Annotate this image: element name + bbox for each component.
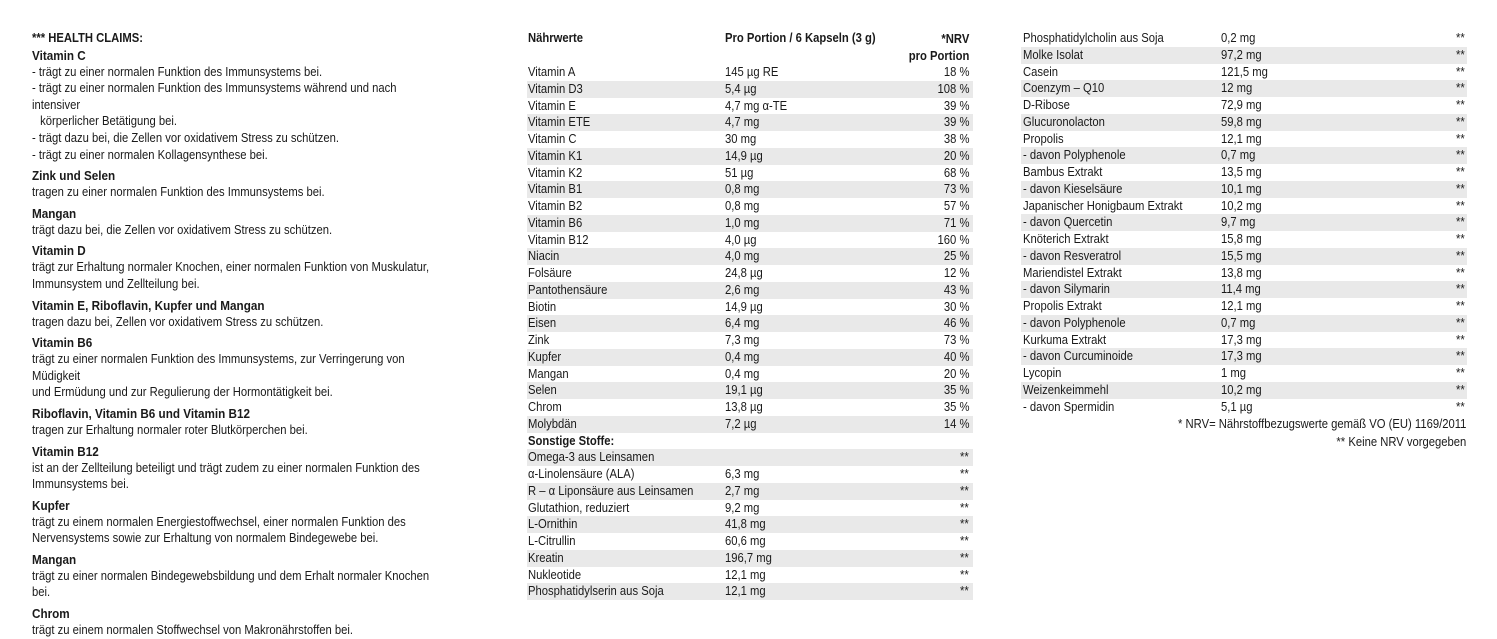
row-label: Kurkuma Extrakt: [1023, 332, 1107, 347]
table-row: [1021, 131, 1467, 148]
claim-title: Vitamin B12: [32, 443, 99, 459]
nutrition-table-header: [527, 30, 973, 64]
row-amount: 9,7 mg: [1221, 215, 1256, 230]
row-label: Propolis Extrakt: [1023, 299, 1102, 313]
row-amount: 2,7 mg: [725, 483, 760, 498]
row-label: Eisen: [528, 316, 557, 331]
table-row: [1021, 181, 1467, 198]
row-label: - davon Resveratrol: [1023, 248, 1122, 263]
row-label: Glucuronolacton: [1023, 114, 1105, 129]
claim-text: trägt zu einer normalen Funktion des Immunsystems, zur Verringerung von Müdigkeit: [32, 352, 405, 383]
table-row: [1021, 281, 1467, 298]
row-label: - davon Quercetin: [1023, 215, 1113, 230]
row-label: - davon Polyphenole: [1023, 148, 1126, 163]
row-nrv: 39 %: [943, 98, 969, 113]
row-label: Vitamin D3: [528, 81, 583, 96]
row-amount: 12,1 mg: [725, 584, 766, 599]
row-nrv: **: [960, 534, 969, 548]
row-nrv: **: [960, 584, 969, 599]
row-amount: 145 µg RE: [725, 65, 779, 79]
row-amount: 5,1 µg: [1221, 399, 1253, 414]
row-amount: 7,2 µg: [725, 416, 757, 431]
table-row: [1021, 214, 1467, 231]
row-amount: 0,4 mg: [725, 349, 760, 364]
claim-section: [32, 443, 437, 493]
row-nrv: **: [1456, 98, 1465, 112]
row-nrv: **: [1456, 81, 1465, 96]
claim-title: Vitamin E, Riboflavin, Kupfer und Mangan: [32, 297, 265, 313]
table-row: [1021, 265, 1467, 282]
row-amount: 12,1 mg: [1221, 299, 1262, 313]
table-row: [1021, 97, 1467, 114]
row-nrv: 68 %: [943, 165, 969, 180]
row-nrv: 43 %: [943, 282, 969, 297]
table-row: [1021, 298, 1467, 315]
row-amount: 12 mg: [1221, 81, 1253, 96]
row-amount: 10,2 mg: [1221, 382, 1262, 397]
row-nrv: **: [1456, 232, 1465, 246]
row-amount: 7,3 mg: [725, 333, 760, 347]
row-label: - davon Curcuminoide: [1023, 349, 1134, 364]
row-amount: 17,3 mg: [1221, 349, 1262, 364]
claim-text: - trägt zu einer normalen Kollagensynthese bei.: [32, 147, 268, 162]
claim-section: [32, 205, 437, 239]
health-claims-sections: [32, 47, 437, 639]
row-label: Mangan: [528, 366, 569, 381]
claim-section: [32, 551, 437, 601]
claim-text: trägt dazu bei, die Zellen vor oxidativem Stress zu schützen.: [32, 222, 333, 237]
row-label: Selen: [528, 383, 557, 398]
table-row: [527, 550, 973, 567]
claim-text: - trägt zu einer normalen Funktion des Immunsystems während und nach intensiver: [32, 81, 397, 112]
row-nrv: 20 %: [943, 148, 969, 163]
row-nrv: 14 %: [943, 416, 969, 431]
row-label: Coenzym – Q10: [1023, 81, 1105, 96]
health-claims: [32, 30, 437, 639]
row-nrv: **: [960, 467, 969, 481]
row-label: Zink: [528, 333, 550, 347]
row-amount: 12,1 mg: [1221, 131, 1262, 146]
table-row: [1021, 80, 1467, 97]
table-row: [1021, 47, 1467, 64]
row-amount: 0,7 mg: [1221, 148, 1256, 163]
row-nrv: 57 %: [943, 199, 969, 213]
row-amount: 97,2 mg: [1221, 47, 1262, 62]
row-nrv: 40 %: [943, 349, 969, 364]
row-label: Bambus Extrakt: [1023, 165, 1103, 179]
row-label: Casein: [1023, 64, 1059, 79]
row-label: Molybdän: [528, 416, 577, 431]
claim-title: Kupfer: [32, 497, 70, 513]
table-row: [1021, 198, 1467, 215]
row-nrv: 71 %: [943, 215, 969, 230]
claim-section: [32, 242, 437, 292]
claim-title: Mangan: [32, 551, 77, 567]
claim-text: ist an der Zellteilung beteiligt und trägt zudem zu einer normalen Funktion des: [32, 460, 420, 475]
other-substances-heading: Sonstige Stoffe:: [528, 433, 615, 448]
table-row: [527, 583, 973, 600]
row-amount: 10,1 mg: [1221, 181, 1262, 196]
row-amount: 13,5 mg: [1221, 165, 1262, 179]
row-label: D-Ribose: [1023, 98, 1070, 112]
row-label: L-Ornithin: [528, 517, 578, 532]
claim-text: trägt zu einer normalen Bindegewebsbildung und dem Erhalt normaler Knochen bei.: [32, 568, 430, 600]
row-amount: 15,5 mg: [1221, 248, 1262, 263]
row-nrv: **: [1456, 148, 1465, 163]
claim-title: Vitamin C: [32, 47, 86, 63]
table-row: [527, 533, 973, 550]
row-amount: 13,8 mg: [1221, 265, 1262, 280]
claim-text: tragen zur Erhaltung normaler roter Blutkörperchen bei.: [32, 422, 308, 437]
table-row: [527, 148, 973, 165]
table-row: [527, 567, 973, 584]
row-nrv: 25 %: [943, 249, 969, 264]
row-label: Pantothensäure: [528, 282, 608, 297]
claim-section: [32, 167, 437, 201]
table-row: [527, 131, 973, 148]
row-amount: 4,0 µg: [725, 232, 757, 247]
row-amount: 0,7 mg: [1221, 315, 1256, 330]
row-amount: 10,2 mg: [1221, 198, 1262, 213]
row-label: Japanischer Honigbaum Extrakt: [1023, 198, 1183, 213]
claim-text: körperlicher Betätigung bei.: [40, 114, 178, 129]
row-amount: 1 mg: [1221, 366, 1247, 380]
row-nrv: 20 %: [943, 366, 969, 381]
claim-title: Chrom: [32, 606, 70, 622]
row-nrv: **: [1456, 366, 1465, 380]
row-nrv: **: [1456, 299, 1465, 313]
row-amount: 9,2 mg: [725, 500, 760, 515]
claim-text: Immunsystems bei.: [32, 477, 129, 492]
row-label: - davon Kieselsäure: [1023, 181, 1123, 196]
row-nrv: **: [960, 500, 969, 515]
row-amount: 1,0 mg: [725, 215, 760, 230]
row-nrv: **: [1456, 215, 1465, 230]
claim-section: [32, 297, 437, 331]
nutrient-rows: [527, 64, 973, 433]
claim-text: - trägt zu einer normalen Funktion des Immunsystems bei.: [32, 64, 323, 79]
row-nrv: **: [1456, 332, 1465, 347]
row-label: R – α Liponsäure aus Leinsamen: [528, 483, 694, 498]
row-nrv: 35 %: [943, 383, 969, 398]
row-amount: 0,8 mg: [725, 182, 760, 197]
row-label: Propolis: [1023, 131, 1064, 146]
header-per-portion: Pro Portion / 6 Kapseln (3 g): [725, 31, 876, 45]
row-amount: 13,8 µg: [725, 400, 763, 414]
claim-section: [32, 497, 437, 547]
table-row: [527, 215, 973, 232]
row-amount: 196,7 mg: [725, 550, 772, 565]
row-nrv: 73 %: [943, 182, 969, 197]
row-label: Vitamin B12: [528, 232, 589, 247]
row-label: Folsäure: [528, 266, 572, 280]
table-row: [527, 198, 973, 215]
table-row: [1021, 365, 1467, 382]
row-label: Vitamin K2: [528, 165, 583, 180]
table-row: [527, 265, 973, 282]
table-row: [527, 64, 973, 81]
row-amount: 19,1 µg: [725, 383, 763, 398]
table-row: [527, 516, 973, 533]
row-nrv: **: [1456, 114, 1465, 129]
table-row: [527, 282, 973, 299]
table-row: [527, 366, 973, 383]
footnote-no-nrv: ** Keine NRV vorgegeben: [1336, 435, 1466, 449]
table-row: [1021, 164, 1467, 181]
table-row: [527, 98, 973, 115]
row-label: α-Linolensäure (ALA): [528, 467, 635, 481]
row-label: Nukleotide: [528, 567, 582, 582]
claim-text: tragen dazu bei, Zellen vor oxidativem Stress zu schützen.: [32, 314, 324, 329]
row-nrv: **: [960, 450, 969, 465]
claim-title: Vitamin D: [32, 243, 86, 259]
row-label: Vitamin C: [528, 132, 577, 146]
footnotes: [1146, 415, 1466, 451]
other-substance-rows-continued: [1021, 30, 1467, 415]
row-amount: 0,2 mg: [1221, 31, 1256, 45]
claim-text: trägt zur Erhaltung normaler Knochen, einer normalen Funktion von Muskulatur,: [32, 260, 430, 275]
claim-title: Zink und Selen: [32, 168, 116, 184]
row-amount: 4,7 mg: [725, 115, 760, 130]
row-amount: 6,4 mg: [725, 316, 760, 331]
table-row: [527, 382, 973, 399]
other-substances-table: [1021, 30, 1467, 415]
row-label: Vitamin B2: [528, 199, 583, 213]
row-label: Lycopin: [1023, 366, 1062, 380]
row-amount: 41,8 mg: [725, 517, 766, 532]
row-label: Vitamin B1: [528, 182, 583, 197]
row-nrv: **: [960, 483, 969, 498]
row-amount: 6,3 mg: [725, 467, 760, 481]
table-row: [1021, 332, 1467, 349]
row-label: Chrom: [528, 400, 562, 414]
row-nrv: 39 %: [943, 115, 969, 130]
row-label: Phosphatidylserin aus Soja: [528, 584, 664, 599]
row-nrv: **: [960, 517, 969, 532]
row-label: Molke Isolat: [1023, 47, 1084, 62]
table-row: [1021, 147, 1467, 164]
row-nrv: 38 %: [943, 132, 969, 146]
row-label: Vitamin K1: [528, 148, 583, 163]
table-row: [527, 315, 973, 332]
row-label: - davon Silymarin: [1023, 282, 1110, 297]
table-row: [1021, 248, 1467, 265]
row-amount: 30 mg: [725, 132, 757, 146]
row-label: Mariendistel Extrakt: [1023, 265, 1122, 280]
row-nrv: **: [1456, 165, 1465, 179]
claim-title: Riboflavin, Vitamin B6 und Vitamin B12: [32, 405, 251, 421]
row-nrv: 108 %: [937, 81, 969, 96]
header-nrv: *NRV pro Portion: [908, 32, 969, 63]
claim-text: trägt zu einem normalen Stoffwechsel von Makronährstoffen bei.: [32, 623, 354, 638]
row-nrv: 160 %: [937, 232, 969, 247]
table-row: [527, 248, 973, 265]
row-nrv: **: [960, 567, 969, 582]
table-row: [1021, 382, 1467, 399]
table-row: [527, 165, 973, 182]
claim-text: - trägt dazu bei, die Zellen vor oxidativem Stress zu schützen.: [32, 130, 340, 145]
row-amount: 15,8 mg: [1221, 232, 1262, 246]
row-amount: 0,4 mg: [725, 366, 760, 381]
row-amount: 51 µg: [725, 165, 754, 180]
table-row: [527, 181, 973, 198]
row-label: Kupfer: [528, 349, 562, 364]
row-amount: 5,4 µg: [725, 81, 757, 96]
row-amount: 2,6 mg: [725, 282, 760, 297]
claim-text: Nervensystems sowie zur Erhaltung von normalem Bindegewebe bei.: [32, 531, 379, 546]
table-row: [527, 232, 973, 249]
row-label: Niacin: [528, 249, 560, 264]
row-label: Kreatin: [528, 550, 564, 565]
row-nrv: **: [1456, 181, 1465, 196]
row-label: Omega-3 aus Leinsamen: [528, 450, 655, 465]
row-label: Vitamin ETE: [528, 115, 591, 130]
row-label: L-Citrullin: [528, 534, 576, 548]
table-row: [1021, 64, 1467, 81]
row-label: Vitamin A: [528, 65, 576, 79]
row-nrv: **: [1456, 47, 1465, 62]
row-nrv: 73 %: [943, 333, 969, 347]
row-amount: 4,7 mg α-TE: [725, 98, 788, 113]
table-row: [527, 81, 973, 98]
claim-text: Immunsystem und Zellteilung bei.: [32, 276, 200, 291]
row-label: Phosphatidylcholin aus Soja: [1023, 31, 1164, 45]
row-label: - davon Spermidin: [1023, 399, 1115, 414]
claim-title: Mangan: [32, 205, 77, 221]
row-nrv: **: [1456, 198, 1465, 213]
row-nrv: **: [1456, 349, 1465, 364]
row-amount: 17,3 mg: [1221, 332, 1262, 347]
table-row: [527, 332, 973, 349]
row-amount: 72,9 mg: [1221, 98, 1262, 112]
table-row: [1021, 231, 1467, 248]
row-nrv: **: [1456, 265, 1465, 280]
row-label: Vitamin B6: [528, 215, 583, 230]
footnote-nrv: * NRV= Nährstoffbezugswerte gemäß VO (EU) 1169/2011: [1177, 417, 1466, 431]
row-nrv: **: [1456, 131, 1465, 146]
row-nrv: 12 %: [943, 266, 969, 280]
row-label: Weizenkeimmehl: [1023, 382, 1109, 397]
table-row: [1021, 399, 1467, 416]
table-row: [1021, 30, 1467, 47]
row-nrv: 35 %: [943, 400, 969, 414]
claim-text: und Ermüdung und zur Regulierung der Hormontätigkeit bei.: [32, 385, 333, 400]
table-row: [1021, 348, 1467, 365]
table-row: [1021, 315, 1467, 332]
claim-text: tragen zu einer normalen Funktion des Immunsystems bei.: [32, 185, 325, 200]
row-nrv: **: [1456, 64, 1465, 79]
row-nrv: **: [1456, 282, 1465, 297]
table-row: [527, 299, 973, 316]
row-label: - davon Polyphenole: [1023, 315, 1126, 330]
row-nrv: 30 %: [943, 299, 969, 314]
claim-section: [32, 334, 437, 401]
row-amount: 14,9 µg: [725, 148, 763, 163]
table-row: [527, 349, 973, 366]
row-nrv: **: [1456, 382, 1465, 397]
table-row: [527, 416, 973, 433]
row-label: Vitamin E: [528, 98, 576, 113]
table-row: [527, 466, 973, 483]
table-row: [527, 399, 973, 416]
row-nrv: **: [1456, 248, 1465, 263]
row-label: Glutathion, reduziert: [528, 500, 630, 515]
row-nrv: **: [960, 550, 969, 565]
table-row: [527, 114, 973, 131]
claim-section: [32, 47, 437, 164]
row-amount: 60,6 mg: [725, 534, 766, 548]
row-amount: 11,4 mg: [1221, 282, 1261, 297]
table-row: [527, 483, 973, 500]
row-amount: 14,9 µg: [725, 299, 763, 314]
row-label: Knöterich Extrakt: [1023, 232, 1109, 246]
row-amount: 0,8 mg: [725, 199, 760, 213]
row-amount: 4,0 mg: [725, 249, 760, 264]
claim-title: Vitamin B6: [32, 335, 93, 351]
other-substance-rows: [527, 449, 973, 600]
health-claims-heading: *** HEALTH CLAIMS:: [32, 31, 144, 45]
row-amount: 59,8 mg: [1221, 114, 1262, 129]
table-row: [1021, 114, 1467, 131]
nutrition-table: [527, 30, 973, 600]
row-nrv: **: [1456, 315, 1465, 330]
row-nrv: **: [1456, 399, 1465, 414]
table-row: [527, 500, 973, 517]
row-nrv: 46 %: [943, 316, 969, 331]
claim-text: trägt zu einem normalen Energiestoffwechsel, einer normalen Funktion des: [32, 514, 406, 529]
header-nutrients: Nährwerte: [528, 31, 584, 45]
row-nrv: **: [1456, 31, 1465, 45]
claim-section: [32, 405, 437, 439]
row-amount: 12,1 mg: [725, 567, 766, 582]
row-label: Biotin: [528, 299, 557, 314]
claim-section: [32, 605, 437, 639]
row-amount: 24,8 µg: [725, 266, 763, 280]
table-row: [527, 449, 973, 466]
row-amount: 121,5 mg: [1221, 64, 1268, 79]
row-nrv: 18 %: [943, 65, 969, 79]
